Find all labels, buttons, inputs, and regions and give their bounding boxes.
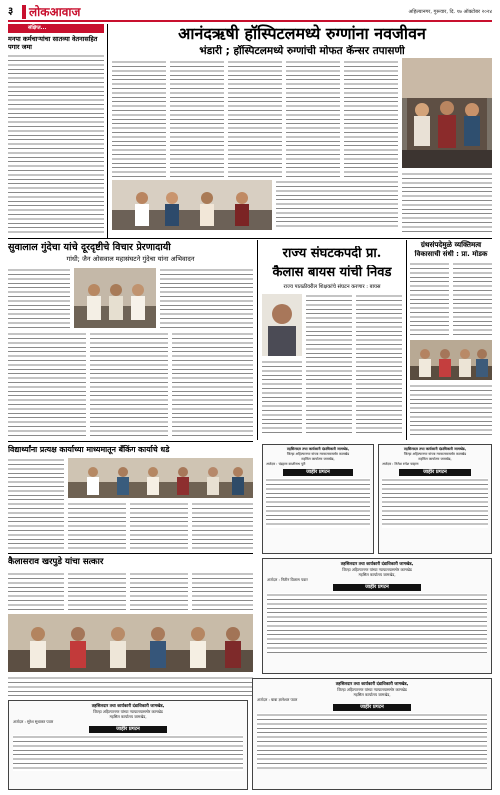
story2-body-col2 bbox=[160, 268, 253, 328]
story6-photo bbox=[8, 614, 253, 672]
lead-subheadline: भंडारी ; हॉस्पिटलमध्ये रुग्णांची मोफत कॅन्सर तपासणी bbox=[199, 45, 405, 57]
column-divider-3 bbox=[406, 240, 407, 440]
section-rule-2 bbox=[8, 441, 253, 442]
story3-subheadline: राज्य पातळीवरील शिक्षकांचे संघटन करणार : बायस bbox=[283, 284, 381, 290]
notice-title: जाहीर प्रगटन bbox=[89, 726, 167, 733]
notice-body bbox=[266, 478, 370, 528]
notice-body bbox=[267, 593, 487, 653]
lead-body-col1 bbox=[112, 60, 166, 178]
story3-body-col1 bbox=[306, 294, 352, 434]
story2-body-col1 bbox=[8, 268, 70, 328]
public-notice-1: तहसिलदार तथा कार्यकारी दंडाधिकारी जामखेड, जिल्हा अहिल्यानगर यांच्या न्यायालयासमोर कामखेड महसिल कार्यालय जामखेड, अर्जदार : चंद्रहास काशीनाथ पुरी जाहीर प्रगटन bbox=[262, 444, 374, 554]
story4-headline: ग्रंथसंपदेमुळे व्यक्तिमत्व bbox=[420, 240, 482, 249]
masthead bbox=[8, 6, 492, 20]
story2-headline: सुवालाल गुंदेचा यांचे दूरदृष्टीचे विचार प्रेरणादायी bbox=[8, 242, 171, 253]
story3-headline: राज्य संघटकपदी प्रा. bbox=[282, 246, 382, 261]
story5-body-col1 bbox=[8, 458, 64, 550]
brief-label: संक्षिप्त... bbox=[8, 24, 104, 33]
notice-body bbox=[382, 478, 488, 528]
story4-headline-2: विकासाची संधी : प्रा. मोडक bbox=[414, 250, 488, 258]
story2-body-col4 bbox=[90, 332, 168, 438]
page-number: ३ bbox=[8, 6, 14, 17]
lead-body-col3 bbox=[228, 60, 282, 178]
lead-headline: आनंदऋषी हॉस्पिटलमध्ये रुग्णांना नवजीवन bbox=[178, 24, 426, 43]
story6-body-col3 bbox=[130, 572, 188, 610]
public-notice-5: तहसिलदार तथा कार्यकारी दंडाधिकारी जामखेड, जिल्हा अहिल्यानगर यांच्या न्यायालयासमोर कामखेड महसिल कार्यालय जामखेड, अर्जदार : बाबा ज्ञानेश्वर पवार जाहीर प्रगटन bbox=[252, 678, 492, 790]
story5-headline: विद्यार्थ्यांना प्रत्यक्ष कार्याच्या माध्यमातून बँकिंग कार्याचे धडे bbox=[8, 445, 170, 454]
dateline: अहिल्यानगर, गुरूवार, दि. १७ ऑक्टोबर २०२४ bbox=[408, 9, 492, 15]
story2-body-col3 bbox=[8, 332, 86, 438]
story6-body-bottom bbox=[8, 676, 253, 696]
story5-photo bbox=[68, 458, 253, 498]
column-divider-2 bbox=[257, 240, 258, 440]
story6-body-col4 bbox=[192, 572, 253, 610]
section-rule-1 bbox=[8, 238, 492, 239]
notice-title: जाहीर प्रगटन bbox=[399, 469, 471, 476]
notice-title: जाहीर प्रगटन bbox=[283, 469, 353, 476]
story4-body-col3 bbox=[410, 384, 492, 438]
story4-body-col1 bbox=[410, 262, 449, 337]
notice-title: जाहीर प्रगटन bbox=[333, 704, 411, 711]
notice-body bbox=[13, 735, 243, 771]
notice-body bbox=[257, 713, 487, 769]
brief-column bbox=[8, 24, 104, 237]
lead-body-bottom bbox=[276, 180, 398, 230]
masthead-rule bbox=[8, 20, 492, 22]
story4-photo bbox=[410, 340, 492, 380]
story2-subheadline: गांधी; जैन ओसवाल महासंघटने गुंदेचा यांना अभिवादन bbox=[66, 255, 195, 263]
lead-body-col2 bbox=[170, 60, 224, 178]
story6-body-col1 bbox=[8, 572, 64, 610]
story3-body-col0 bbox=[262, 360, 302, 434]
story3-headline-2: कैलास बायस यांची निवड bbox=[272, 265, 392, 280]
story2-body-col5 bbox=[172, 332, 253, 438]
story5-body-col3 bbox=[130, 502, 188, 550]
story3-photo bbox=[262, 294, 302, 356]
story6-headline: कैलासराव खरपुडे यांचा सत्कार bbox=[8, 557, 104, 567]
public-notice-3: तहसिलदार तथा कार्यकारी दंडाधिकारी जामखेड, जिल्हा अहिल्यानगर यांच्या न्यायालयासमोर कामखेड महसिल कार्यालय जामखेड, अर्जदार : नितीन विलास पवार जाहीर प्रगटन bbox=[262, 558, 492, 674]
lead-body-col4 bbox=[286, 60, 340, 178]
story5-body-col4 bbox=[192, 502, 253, 550]
lead-photo-2 bbox=[112, 180, 272, 230]
story5-body-col2 bbox=[68, 502, 126, 550]
story6-body-col2 bbox=[68, 572, 126, 610]
column-divider bbox=[107, 24, 108, 238]
public-notice-4: तहसिलदार तथा कार्यकारी दंडाधिकारी जामखेड, जिल्हा अहिल्यानगर यांच्या न्यायालयासमोर कामखेड महसिल कार्यालय जामखेड, अर्जदार : सुरेश सुधाकर पवार जाहीर प्रगटन bbox=[8, 700, 248, 790]
public-notice-2: तहसिलदार तथा कार्यकारी दंडाधिकारी जामखेड, जिल्हा अहिल्यानगर यांच्या न्यायालयासमोर कामखेड महसिल कार्यालय जामखेड, अर्जदार : निलेश रुपेश चव्हाण जाहीर प्रगटन bbox=[378, 444, 492, 554]
brief-headline: मनपा कर्मचाऱ्यांचा सातव्या वेतनासहित पगार जमा bbox=[8, 35, 98, 51]
section-rule-3 bbox=[8, 553, 253, 554]
story4-body-col2 bbox=[453, 262, 492, 337]
brief-body bbox=[8, 54, 104, 235]
newspaper-logo: लोकआवाज bbox=[22, 5, 83, 19]
notice-title: जाहीर प्रगटन bbox=[333, 584, 421, 591]
lead-body-right bbox=[402, 172, 492, 232]
story2-photo bbox=[74, 268, 156, 328]
lead-photo bbox=[402, 58, 492, 168]
lead-body-col5 bbox=[344, 60, 398, 178]
story3-body-col2 bbox=[356, 294, 402, 434]
